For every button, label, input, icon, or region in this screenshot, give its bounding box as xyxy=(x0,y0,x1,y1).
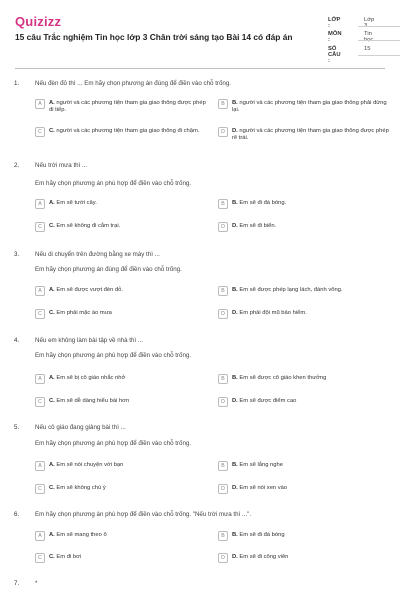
option-text: A. Em sẽ bị cô giáo nhắc nhở xyxy=(49,375,126,381)
option-c[interactable] xyxy=(35,310,210,319)
option-key: C xyxy=(35,397,45,407)
option-b[interactable] xyxy=(218,462,393,471)
meta-underline xyxy=(358,55,400,56)
option-key: D xyxy=(218,397,228,407)
option-d[interactable] xyxy=(218,128,393,142)
option-text: B. Em sẽ được phép lạng lách, đánh võng. xyxy=(232,287,343,293)
option-text: C. Em đi bơi xyxy=(49,554,82,560)
option-text: B. Em sẽ được cô giáo khen thưởng xyxy=(232,375,327,381)
option-text: D. Em sẽ đi biển. xyxy=(232,223,277,229)
option-key: B xyxy=(218,199,228,209)
option-text: D. Em sẽ nói xen vào xyxy=(232,485,288,491)
option-text: A. Em sẽ nói chuyện với bạn xyxy=(49,462,124,468)
option-key: C xyxy=(35,484,45,494)
question-instruction: Em hãy chọn phương án phù hợp để điền vào chỗ trống. xyxy=(35,352,192,359)
meta-underline xyxy=(358,40,400,41)
option-d[interactable] xyxy=(218,554,393,563)
question-text: Nếu em không làm bài tập về nhà thì ... xyxy=(35,337,144,344)
option-a[interactable] xyxy=(35,375,210,384)
option-text: D. Em sẽ đi công viên xyxy=(232,554,289,560)
option-text: B. Em sẽ lắng nghe xyxy=(232,462,283,468)
question-instruction: Em hãy chọn phương án đúng để điền vào chỗ trống. xyxy=(35,266,182,273)
question-text: * xyxy=(35,580,38,587)
meta-label: MÔN : xyxy=(328,31,342,43)
option-text: C. người và các phương tiện tham gia giao thông đi chậm. xyxy=(49,128,200,134)
option-key: C xyxy=(35,553,45,563)
option-key: A xyxy=(35,374,45,384)
option-a[interactable] xyxy=(35,532,210,541)
option-text: D. Em phải đội mũ bảo hiểm. xyxy=(232,310,307,316)
option-text: A. Em sẽ mang theo ô xyxy=(49,532,107,538)
option-d[interactable] xyxy=(218,310,393,319)
option-key: B xyxy=(218,286,228,296)
option-a[interactable] xyxy=(35,287,210,296)
option-b[interactable] xyxy=(218,532,393,541)
option-text: B. Em sẽ đi đá bóng xyxy=(232,532,285,538)
option-text: D. Em sẽ được điểm cao xyxy=(232,398,297,404)
option-text: B. người và các phương tiện tham gia giao thông phải dừng lại. xyxy=(232,100,387,114)
option-d[interactable] xyxy=(218,223,393,232)
page-title: 15 câu Trắc nghiệm Tin học lớp 3 Chân trời sáng tạo Bài 14 có đáp án xyxy=(15,32,293,42)
meta-label: SỐ CÂU : xyxy=(328,46,341,64)
option-text: D. người và các phương tiện tham gia giao thông được phép rẽ trái. xyxy=(232,128,389,142)
option-key: D xyxy=(218,309,228,319)
question-text: Nếu trời mưa thì ... xyxy=(35,162,88,169)
question-number: 2. xyxy=(14,162,20,169)
question-instruction: Em hãy chọn phương án phù hợp để điền vào chỗ trống. xyxy=(35,440,192,447)
meta-value: Tin xyxy=(364,31,372,37)
option-text: A. người và các phương tiện tham gia giao thông được phép đi tiếp. xyxy=(49,100,206,114)
option-key: A xyxy=(35,531,45,541)
option-key: A xyxy=(35,461,45,471)
option-key: A xyxy=(35,99,45,109)
option-key: B xyxy=(218,531,228,541)
option-text: A. Em sẽ được vượt đèn đỏ. xyxy=(49,287,124,293)
meta-underline xyxy=(358,26,400,27)
question-number: 5. xyxy=(14,424,20,431)
option-text: B. Em sẽ đi đá bóng. xyxy=(232,200,287,206)
option-a[interactable] xyxy=(35,462,210,471)
option-c[interactable] xyxy=(35,554,210,563)
option-key: B xyxy=(218,461,228,471)
option-text: C. Em phải mặc áo mưa xyxy=(49,310,112,316)
option-key: A xyxy=(35,199,45,209)
option-key: C xyxy=(35,222,45,232)
option-b[interactable] xyxy=(218,100,393,114)
option-a[interactable] xyxy=(35,200,210,209)
option-c[interactable] xyxy=(35,223,210,232)
option-key: A xyxy=(35,286,45,296)
meta-value: 15 xyxy=(364,46,371,52)
option-key: D xyxy=(218,222,228,232)
option-text: A. Em sẽ tưới cây. xyxy=(49,200,97,206)
question-text: Nếu đèn đỏ thì ... Em hãy chọn phương án đúng để điền vào chỗ trống. xyxy=(35,80,232,87)
header-divider xyxy=(15,68,385,69)
option-key: D xyxy=(218,484,228,494)
option-text: C. Em sẽ dễ dàng hiểu bài hơn xyxy=(49,398,130,404)
question-number: 7. xyxy=(14,580,20,587)
meta-value: Lớp xyxy=(364,17,375,23)
option-c[interactable] xyxy=(35,128,210,137)
question-number: 4. xyxy=(14,337,20,344)
option-d[interactable] xyxy=(218,398,393,407)
question-text: Nếu cô giáo đang giảng bài thì ... xyxy=(35,424,126,431)
option-b[interactable] xyxy=(218,200,393,209)
option-key: B xyxy=(218,374,228,384)
option-b[interactable] xyxy=(218,375,393,384)
option-key: D xyxy=(218,553,228,563)
option-a[interactable] xyxy=(35,100,210,114)
meta-label: LỚP : xyxy=(328,17,341,29)
option-key: C xyxy=(35,309,45,319)
question-instruction: Em hãy chọn phương án phù hợp để điền vào chỗ trống. xyxy=(35,180,192,187)
quizizz-logo: Quizizz xyxy=(15,14,62,29)
option-d[interactable] xyxy=(218,485,393,494)
option-text: C. Em sẽ không chú ý xyxy=(49,485,106,491)
option-c[interactable] xyxy=(35,398,210,407)
option-b[interactable] xyxy=(218,287,393,296)
question-number: 3. xyxy=(14,251,20,258)
option-key: B xyxy=(218,99,228,109)
option-c[interactable] xyxy=(35,485,210,494)
question-number: 6. xyxy=(14,511,20,518)
question-number: 1. xyxy=(14,80,20,87)
option-key: C xyxy=(35,127,45,137)
option-text: C. Em sẽ không đi cắm trại. xyxy=(49,223,121,229)
page-header xyxy=(0,0,400,66)
option-key: D xyxy=(218,127,228,137)
question-text: Em hãy chọn phương án phù hợp để điền vào chỗ trống. "Nếu trời mưa thì ...". xyxy=(35,511,252,518)
question-text: Nếu di chuyển trên đường bằng xe máy thì ... xyxy=(35,251,160,258)
